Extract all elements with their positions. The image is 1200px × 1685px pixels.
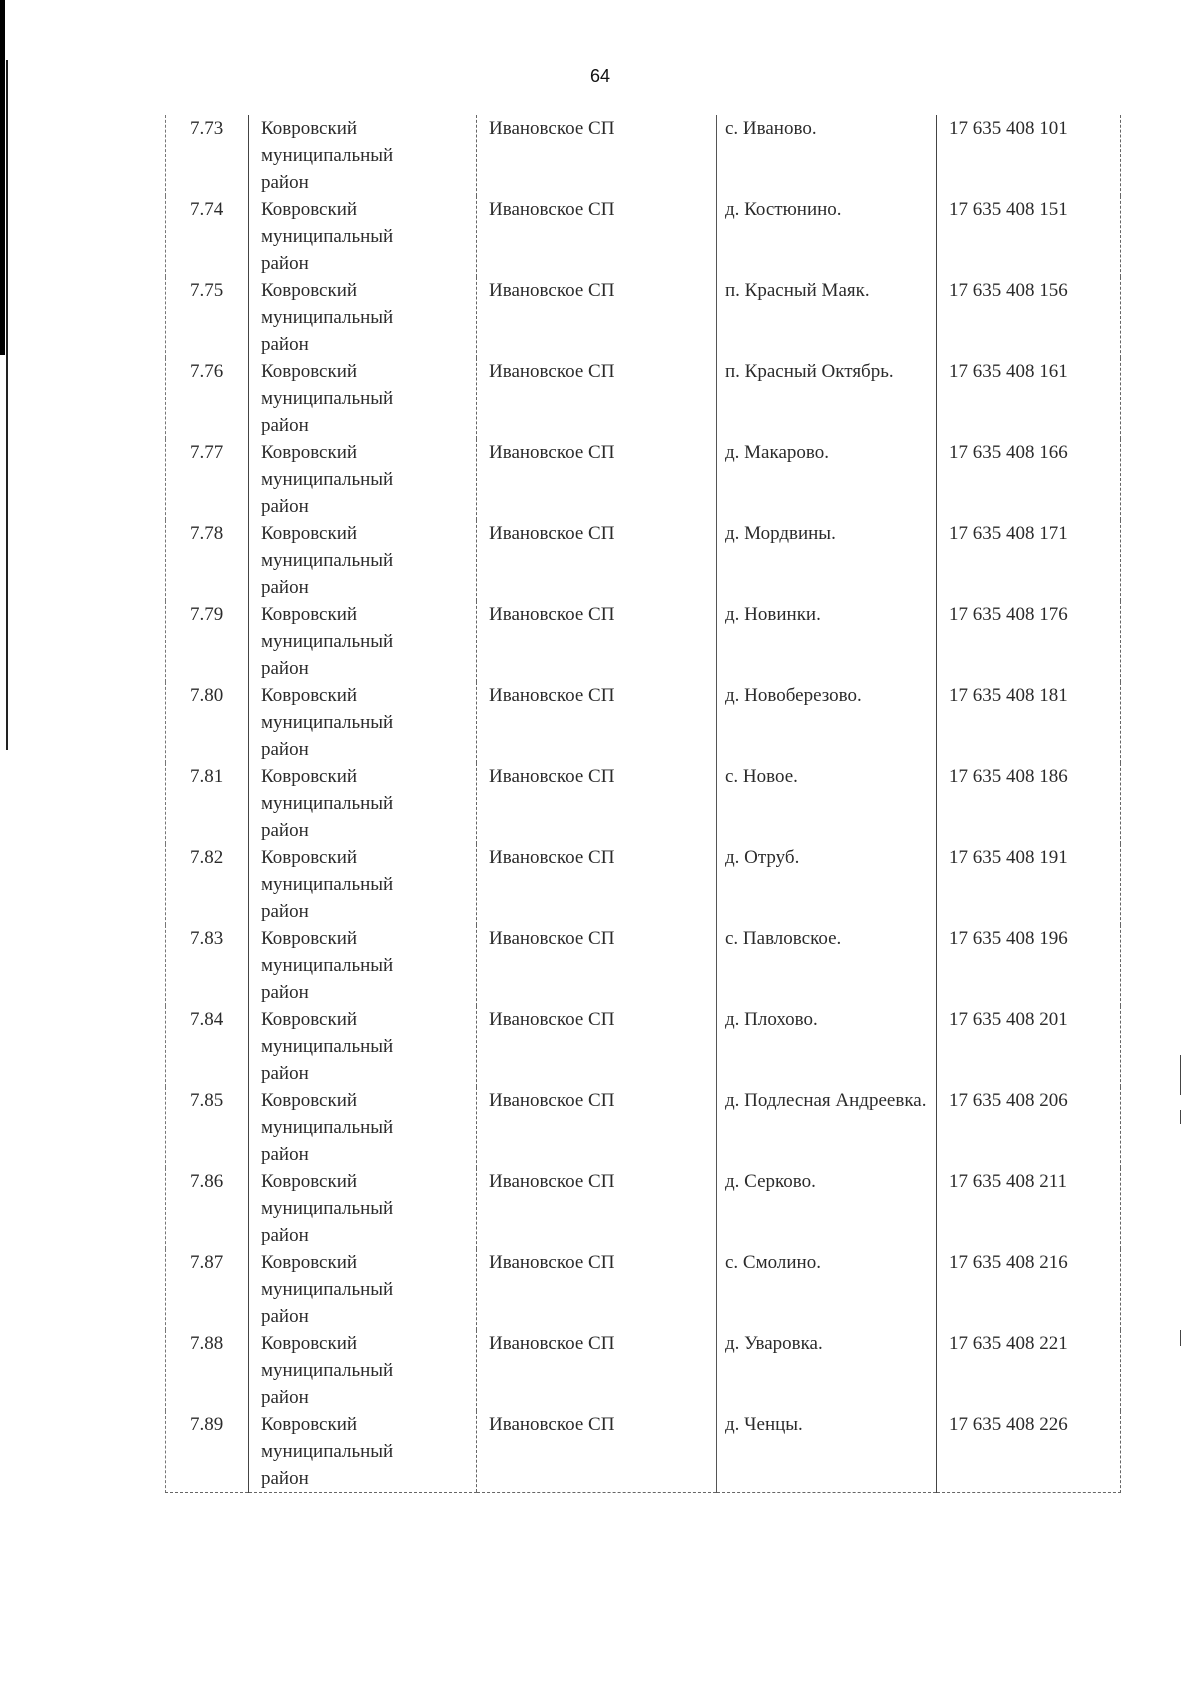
district-line: район xyxy=(261,415,309,436)
district-line: Ковровский xyxy=(261,523,358,544)
settlements-table xyxy=(165,115,1121,1493)
oktmo-code-cell: 17 635 408 166 xyxy=(937,439,1121,520)
oktmo-code-cell: 17 635 408 176 xyxy=(937,601,1121,682)
district-line: муниципальный xyxy=(261,631,394,652)
oktmo-code-cell: 17 635 408 156 xyxy=(937,277,1121,358)
scan-mark xyxy=(1180,1110,1181,1124)
settlement-cell: Ивановское СП xyxy=(477,844,717,925)
table-row xyxy=(166,196,1121,277)
oktmo-code-cell: 17 635 408 201 xyxy=(937,1006,1121,1087)
settlement-cell: Ивановское СП xyxy=(477,358,717,439)
oktmo-code-cell: 17 635 408 171 xyxy=(937,520,1121,601)
locality-cell: д. Отруб. xyxy=(717,844,937,925)
row-number: 7.82 xyxy=(166,844,249,925)
district-line: Ковровский xyxy=(261,280,358,301)
locality-cell: с. Павловское. xyxy=(717,925,937,1006)
district-line: муниципальный xyxy=(261,550,394,571)
district-line: Ковровский xyxy=(261,1333,358,1354)
district-line: муниципальный xyxy=(261,307,394,328)
district-cell xyxy=(249,1330,477,1411)
locality-cell: п. Красный Маяк. xyxy=(717,277,937,358)
district-cell xyxy=(249,763,477,844)
locality-cell: д. Макарово. xyxy=(717,439,937,520)
table-row xyxy=(166,1006,1121,1087)
district-line: Ковровский xyxy=(261,442,358,463)
district-line: муниципальный xyxy=(261,1279,394,1300)
district-line: район xyxy=(261,1306,309,1327)
settlement-cell: Ивановское СП xyxy=(477,1411,717,1493)
district-line: Ковровский xyxy=(261,847,358,868)
settlement-cell: Ивановское СП xyxy=(477,196,717,277)
locality-cell: с. Смолино. xyxy=(717,1249,937,1330)
locality-cell: п. Красный Октябрь. xyxy=(717,358,937,439)
table-row xyxy=(166,439,1121,520)
table-row xyxy=(166,1087,1121,1168)
row-number: 7.75 xyxy=(166,277,249,358)
row-number: 7.74 xyxy=(166,196,249,277)
locality-cell: с. Новое. xyxy=(717,763,937,844)
district-line: район xyxy=(261,496,309,517)
settlement-cell: Ивановское СП xyxy=(477,520,717,601)
district-cell xyxy=(249,925,477,1006)
district-cell xyxy=(249,1168,477,1249)
district-cell xyxy=(249,277,477,358)
oktmo-code-cell: 17 635 408 211 xyxy=(937,1168,1121,1249)
locality-cell: д. Подлесная Андреевка. xyxy=(717,1087,937,1168)
district-line: район xyxy=(261,820,309,841)
district-line: Ковровский xyxy=(261,199,358,220)
locality-cell: д. Ченцы. xyxy=(717,1411,937,1493)
district-cell xyxy=(249,1006,477,1087)
locality-cell: д. Уваровка. xyxy=(717,1330,937,1411)
row-number: 7.87 xyxy=(166,1249,249,1330)
district-line: муниципальный xyxy=(261,1117,394,1138)
row-number: 7.79 xyxy=(166,601,249,682)
scan-edge-line xyxy=(6,60,8,750)
district-line: муниципальный xyxy=(261,1198,394,1219)
oktmo-code-cell: 17 635 408 221 xyxy=(937,1330,1121,1411)
row-number: 7.84 xyxy=(166,1006,249,1087)
district-line: район xyxy=(261,1144,309,1165)
district-line: муниципальный xyxy=(261,1441,394,1462)
table-row xyxy=(166,763,1121,844)
oktmo-code-cell: 17 635 408 181 xyxy=(937,682,1121,763)
district-line: Ковровский xyxy=(261,1414,358,1435)
table-row xyxy=(166,601,1121,682)
district-line: Ковровский xyxy=(261,928,358,949)
district-line: муниципальный xyxy=(261,874,394,895)
table-row xyxy=(166,1411,1121,1493)
district-line: район xyxy=(261,982,309,1003)
locality-cell: д. Костюнино. xyxy=(717,196,937,277)
oktmo-code-cell: 17 635 408 196 xyxy=(937,925,1121,1006)
row-number: 7.76 xyxy=(166,358,249,439)
settlement-cell: Ивановское СП xyxy=(477,925,717,1006)
table-row xyxy=(166,925,1121,1006)
district-cell xyxy=(249,520,477,601)
oktmo-code-cell: 17 635 408 101 xyxy=(937,115,1121,196)
district-cell xyxy=(249,601,477,682)
table-row xyxy=(166,1330,1121,1411)
locality-cell: д. Плохово. xyxy=(717,1006,937,1087)
row-number: 7.77 xyxy=(166,439,249,520)
district-line: муниципальный xyxy=(261,145,394,166)
oktmo-code-cell: 17 635 408 186 xyxy=(937,763,1121,844)
table-row xyxy=(166,277,1121,358)
oktmo-code-cell: 17 635 408 226 xyxy=(937,1411,1121,1493)
row-number: 7.78 xyxy=(166,520,249,601)
district-cell xyxy=(249,358,477,439)
district-line: Ковровский xyxy=(261,604,358,625)
district-line: муниципальный xyxy=(261,955,394,976)
settlement-cell: Ивановское СП xyxy=(477,1006,717,1087)
district-line: район xyxy=(261,901,309,922)
district-line: Ковровский xyxy=(261,1009,358,1030)
district-line: район xyxy=(261,172,309,193)
locality-cell: с. Иваново. xyxy=(717,115,937,196)
district-line: Ковровский xyxy=(261,118,358,139)
settlement-cell: Ивановское СП xyxy=(477,115,717,196)
row-number: 7.88 xyxy=(166,1330,249,1411)
row-number: 7.89 xyxy=(166,1411,249,1493)
district-line: район xyxy=(261,658,309,679)
settlement-cell: Ивановское СП xyxy=(477,1330,717,1411)
row-number: 7.81 xyxy=(166,763,249,844)
settlement-cell: Ивановское СП xyxy=(477,763,717,844)
oktmo-code-cell: 17 635 408 151 xyxy=(937,196,1121,277)
table-row xyxy=(166,358,1121,439)
table-row xyxy=(166,520,1121,601)
row-number: 7.85 xyxy=(166,1087,249,1168)
settlement-cell: Ивановское СП xyxy=(477,1249,717,1330)
district-line: район xyxy=(261,1225,309,1246)
district-line: муниципальный xyxy=(261,388,394,409)
scan-mark xyxy=(1180,1330,1181,1346)
district-line: район xyxy=(261,253,309,274)
district-line: Ковровский xyxy=(261,1252,358,1273)
locality-cell: д. Мордвины. xyxy=(717,520,937,601)
district-cell xyxy=(249,1087,477,1168)
district-line: район xyxy=(261,1387,309,1408)
district-line: муниципальный xyxy=(261,226,394,247)
district-cell xyxy=(249,196,477,277)
district-line: Ковровский xyxy=(261,1171,358,1192)
district-cell xyxy=(249,439,477,520)
table-row xyxy=(166,1249,1121,1330)
district-line: Ковровский xyxy=(261,361,358,382)
table-body xyxy=(166,115,1121,1493)
page-number: 64 xyxy=(589,66,611,86)
district-cell xyxy=(249,1411,477,1493)
scan-edge-bar xyxy=(0,0,5,355)
district-cell xyxy=(249,115,477,196)
district-line: муниципальный xyxy=(261,712,394,733)
table-row xyxy=(166,682,1121,763)
settlement-cell: Ивановское СП xyxy=(477,277,717,358)
table-row xyxy=(166,844,1121,925)
district-line: район xyxy=(261,739,309,760)
district-line: район xyxy=(261,1063,309,1084)
table-row xyxy=(166,115,1121,196)
settlement-cell: Ивановское СП xyxy=(477,439,717,520)
district-line: район xyxy=(261,577,309,598)
district-line: район xyxy=(261,1468,309,1489)
locality-cell: д. Новинки. xyxy=(717,601,937,682)
settlement-cell: Ивановское СП xyxy=(477,682,717,763)
district-cell xyxy=(249,1249,477,1330)
oktmo-code-cell: 17 635 408 161 xyxy=(937,358,1121,439)
row-number: 7.86 xyxy=(166,1168,249,1249)
district-line: муниципальный xyxy=(261,1360,394,1381)
settlement-cell: Ивановское СП xyxy=(477,601,717,682)
district-cell xyxy=(249,682,477,763)
district-line: муниципальный xyxy=(261,1036,394,1057)
district-line: муниципальный xyxy=(261,469,394,490)
district-cell xyxy=(249,844,477,925)
district-line: муниципальный xyxy=(261,793,394,814)
settlement-cell: Ивановское СП xyxy=(477,1087,717,1168)
district-line: Ковровский xyxy=(261,766,358,787)
district-line: Ковровский xyxy=(261,685,358,706)
row-number: 7.80 xyxy=(166,682,249,763)
district-line: Ковровский xyxy=(261,1090,358,1111)
locality-cell: д. Серково. xyxy=(717,1168,937,1249)
district-line: район xyxy=(261,334,309,355)
table-row xyxy=(166,1168,1121,1249)
oktmo-code-cell: 17 635 408 191 xyxy=(937,844,1121,925)
locality-cell: д. Новоберезово. xyxy=(717,682,937,763)
row-number: 7.73 xyxy=(166,115,249,196)
settlement-cell: Ивановское СП xyxy=(477,1168,717,1249)
scan-mark xyxy=(1180,1055,1181,1095)
row-number: 7.83 xyxy=(166,925,249,1006)
oktmo-code-cell: 17 635 408 216 xyxy=(937,1249,1121,1330)
oktmo-code-cell: 17 635 408 206 xyxy=(937,1087,1121,1168)
